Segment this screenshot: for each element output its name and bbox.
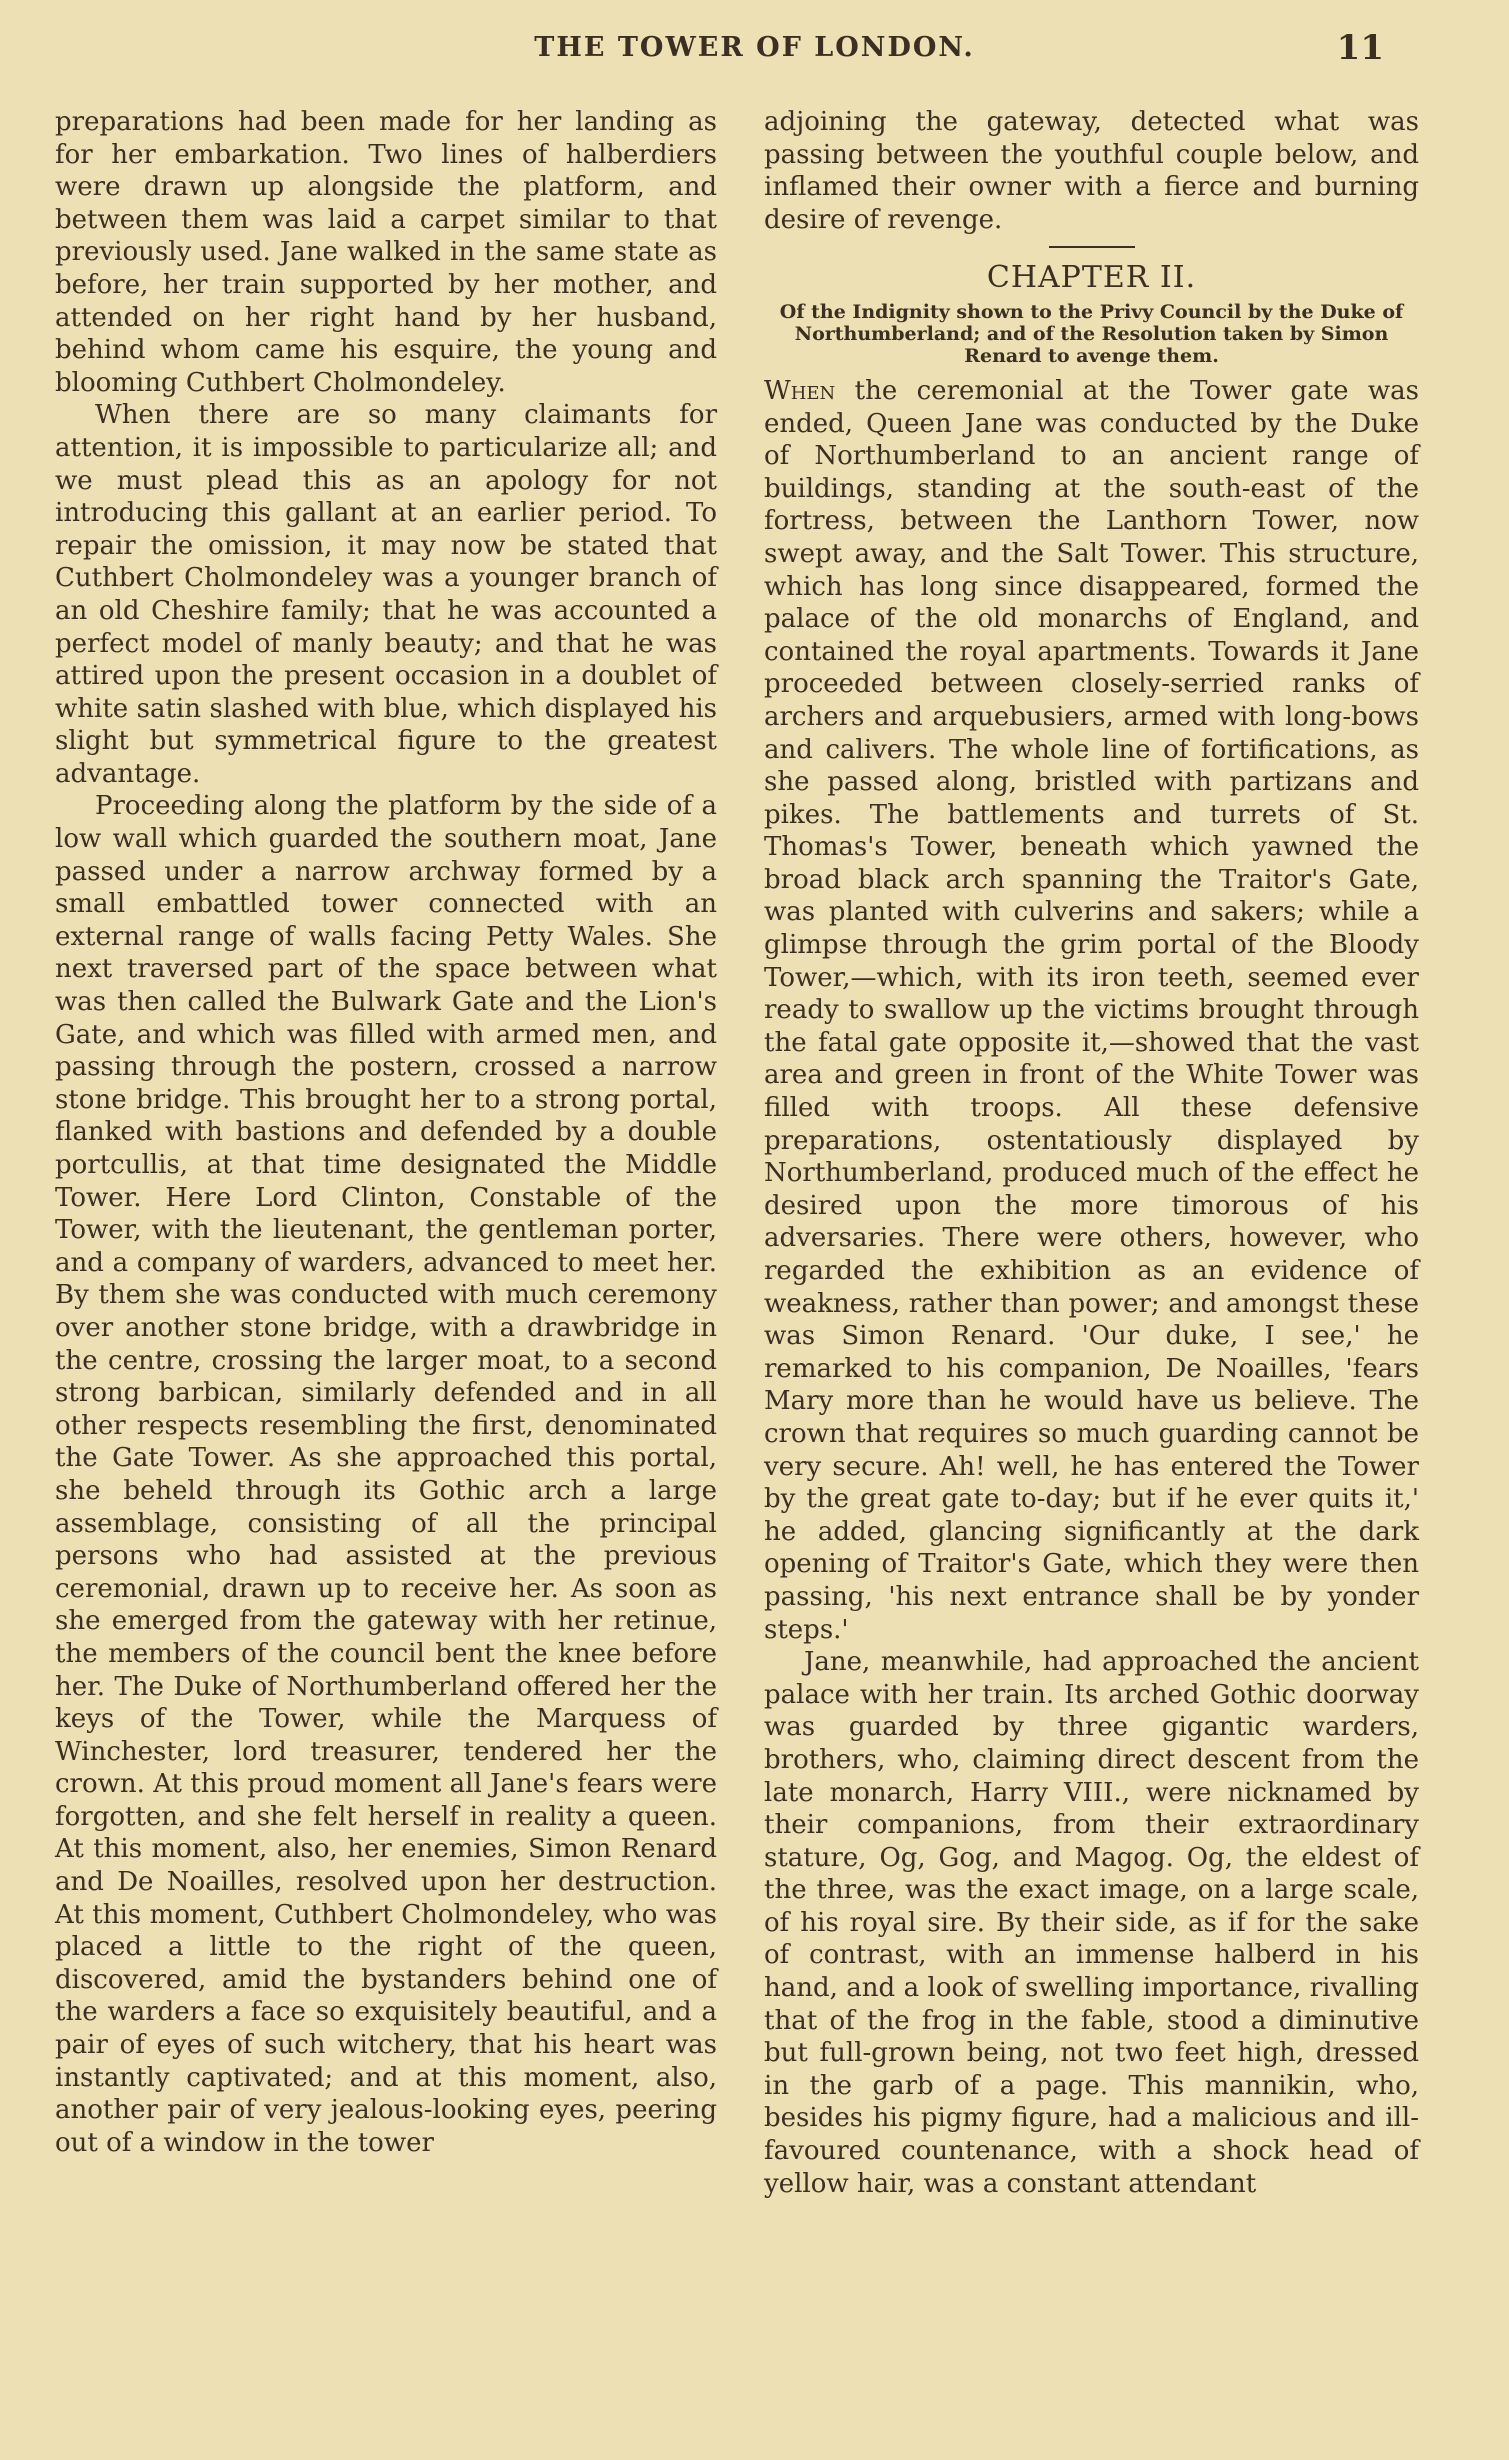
section-divider bbox=[1049, 246, 1135, 248]
chapter-heading: CHAPTER II. bbox=[986, 260, 1197, 296]
paragraph-continuation: adjoining the gateway, detected what was passing between the youthful couple below, and inflamed their owner with a fierce and burning desire of revenge. bbox=[764, 107, 1419, 235]
paragraph: preparations had been made for her landing as for her embarkation. Two lines of halberdiers were drawn up alongside the platform, and between them was laid a carpet similar to that previously used. Jane walked in the same state as before, her train supported by her mother, and attended on her right hand by her husband, behind whom came his esquire, the young and blooming Cuthbert Cholmondeley. bbox=[55, 107, 717, 398]
page-number: 11 bbox=[1336, 28, 1384, 68]
paragraph: When there are so many claimants for attention, it is impossible to particularize all; and we must plead this as an apology for not introducing this gallant at an earlier period. To repair the omission, it may now be stated that Cuthbert Cholmondeley was a younger branch of an old Cheshire family; that he was accounted a perfect model of manly beauty; and that he was attired upon the present occasion in a doublet of white satin slashed with blue, which displayed his slight but symmetrical figure to the greatest advantage. bbox=[55, 400, 717, 789]
page-header bbox=[0, 28, 1509, 72]
running-title: THE TOWER OF LONDON. bbox=[534, 32, 975, 63]
right-column bbox=[764, 106, 1419, 2200]
chapter-opening-paragraph bbox=[764, 375, 1419, 1646]
chapter-summary: Of the Indignity shown to the Privy Council by the Duke of Northumberland; and of the Resolution taken by Simon Renard to avenge them. bbox=[779, 300, 1404, 367]
opening-word: When bbox=[764, 375, 836, 406]
paragraph: Jane, meanwhile, had approached the ancient palace with her train. Its arched Gothic doorway was guarded by three gigantic warders, brothers, who, claiming direct descent from the late monarch, Harry VIII., were nicknamed by their companions, from their extraordinary stature, Og, Gog, and Magog. Og, the eldest of the three, was the exact image, on a large scale, of his royal sire. By their side, as if for the sake of contrast, with an immense halberd in his hand, and a look of swelling importance, rivalling that of the frog in the fable, stood a diminutive but full-grown being, not two feet high, dressed in the garb of a page. This mannikin, who, besides his pigmy figure, had a malicious and ill-favoured countenance, with a shock head of yellow hair, was a constant attendant bbox=[764, 1647, 1419, 2199]
left-column bbox=[55, 106, 717, 2159]
opening-text: the ceremonial at the Tower gate was ended, Queen Jane was conducted by the Duke of Northumberland to an ancient range of buildings, standing at the south-east of the fortress, between the Lanthorn Tower, now swept away, and the Salt Tower. This structure, which has long since disappeared, formed the palace of the old monarchs of England, and contained the royal apartments. Towards it Jane proceeded between closely-serried ranks of archers and arquebusiers, armed with long-bows and calivers. The whole line of fortifications, as she passed along, bristled with partizans and pikes. The battlements and turrets of St. Thomas's Tower, beneath which yawned the broad black arch spanning the Traitor's Gate, was planted with culverins and sakers; while a glimpse through the grim portal of the Bloody Tower,—which, with its iron teeth, seemed ever ready to swallow up the victims brought through the fatal gate opposite it,—showed that the vast area and green in front of the White Tower was filled with troops. All these defensive preparations, ostentatiously displayed by Northumberland, produced much of the effect he desired upon the more timorous of his adversaries. There were others, however, who regarded the exhibition as an evidence of weakness, rather than power; and amongst these was Simon Renard. 'Our duke, I see,' he remarked to his companion, De Noailles, 'fears Mary more than he would have us believe. The crown that requires so much guarding cannot be very secure. Ah! well, he has entered the Tower by the great gate to-day; but if he ever quits it,' he added, glancing significantly at the dark opening of Traitor's Gate, which they were then passing, 'his next entrance shall be by yonder steps.' bbox=[764, 375, 1419, 1645]
paragraph: Proceeding along the platform by the side of a low wall which guarded the southern moat, Jane passed under a narrow archway formed by a small embattled tower connected with an external range of walls facing Petty Wales. She next traversed part of the space between what was then called the Bulwark Gate and the Lion's Gate, and which was filled with armed men, and passing through the postern, crossed a narrow stone bridge. This brought her to a strong portal, flanked with bastions and defended by a double portcullis, at that time designated the Middle Tower. Here Lord Clinton, Constable of the Tower, with the lieutenant, the gentleman porter, and a company of warders, advanced to meet her. By them she was conducted with much ceremony over another stone bridge, with a drawbridge in the centre, crossing the larger moat, to a second strong barbican, similarly defended and in all other respects resembling the first, denominated the Gate Tower. As she approached this portal, she beheld through its Gothic arch a large assemblage, consisting of all the principal persons who had assisted at the previous ceremonial, drawn up to receive her. As soon as she emerged from the gateway with her retinue, the members of the council bent the knee before her. The Duke of Northumberland offered her the keys of the Tower, while the Marquess of Winchester, lord treasurer, tendered her the crown. At this proud moment all Jane's fears were forgotten, and she felt herself in reality a queen. At this moment, also, her enemies, Simon Renard and De Noailles, resolved upon her destruction. At this moment, Cuthbert Cholmondeley, who was placed a little to the right of the queen, discovered, amid the bystanders behind one of the warders a face so exquisitely beautiful, and a pair of eyes of such witchery, that his heart was instantly captivated; and at this moment, also, another pair of very jealous-looking eyes, peering out of a window in the tower bbox=[55, 791, 717, 2158]
